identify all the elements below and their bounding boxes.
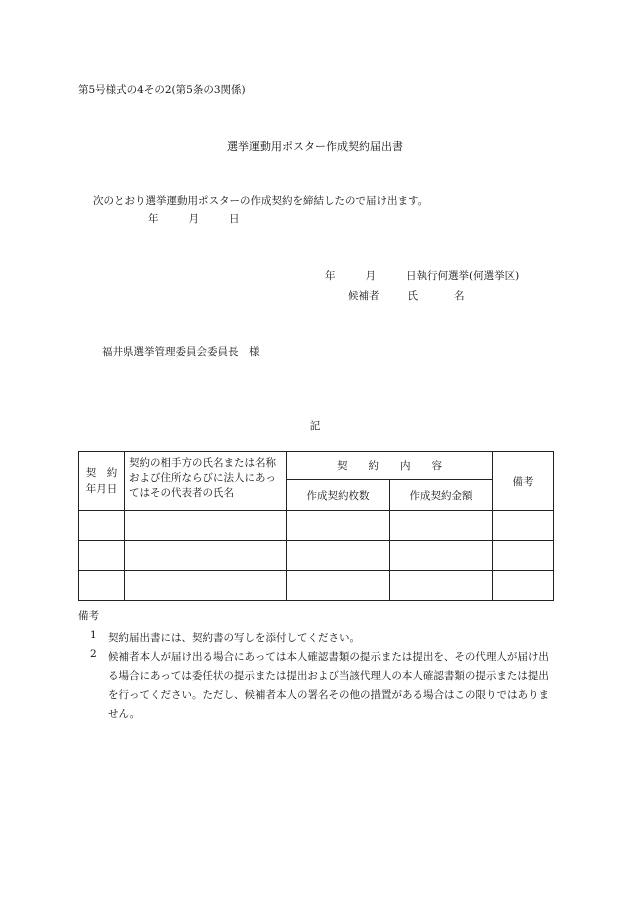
header-count: 作成契約枚数 xyxy=(287,480,390,511)
header-counterparty: 契約の相手方の氏名または名称および住所ならびに法人にあってはその代表者の氏名 xyxy=(125,452,287,511)
table-header-row xyxy=(79,452,554,480)
note-text-1: 契約届出書には、契約書の写しを添付してください。 xyxy=(108,632,360,644)
date-day-label: 日 xyxy=(229,213,240,225)
candidate-name-label-2: 名 xyxy=(454,290,465,302)
notes-title: 備考 xyxy=(78,610,99,622)
table-row xyxy=(79,541,554,571)
table-row xyxy=(79,571,554,601)
cell-date[interactable] xyxy=(79,541,125,571)
candidate-name-label-1: 氏 xyxy=(407,290,418,302)
intro-text: 次のとおり選挙運動用ポスターの作成契約を締結したので届け出ます。 xyxy=(93,195,429,207)
cell-amount[interactable] xyxy=(390,571,493,601)
table-row xyxy=(79,511,554,541)
addressee: 福井県選挙管理委員会委員長 様 xyxy=(102,346,260,358)
kigo-heading: 記 xyxy=(309,420,321,432)
header-date-line1: 契 約 xyxy=(85,467,118,479)
contract-table xyxy=(78,451,554,601)
note-number-1: 1 xyxy=(90,629,97,641)
form-number: 第5号様式の4その2(第5条の3関係) xyxy=(78,84,246,96)
header-amount: 作成契約金額 xyxy=(390,480,493,511)
cell-count[interactable] xyxy=(287,571,390,601)
election-line xyxy=(325,268,519,283)
header-note: 備考 xyxy=(493,452,554,511)
cell-amount[interactable] xyxy=(390,541,493,571)
note-number-2: 2 xyxy=(90,648,97,660)
cell-date[interactable] xyxy=(79,511,125,541)
cell-note[interactable] xyxy=(493,571,554,601)
election-year-label: 年 xyxy=(325,270,336,282)
header-contract-content: 契 約 内 容 xyxy=(287,452,493,480)
date-month-label: 月 xyxy=(188,213,199,225)
page-title: 選挙運動用ポスター作成契約届出書 xyxy=(227,140,403,153)
election-name-label: 日執行何選挙(何選挙区) xyxy=(406,270,520,282)
candidate-label: 候補者 xyxy=(348,290,380,302)
cell-note[interactable] xyxy=(493,541,554,571)
cell-count[interactable] xyxy=(287,541,390,571)
date-year-label: 年 xyxy=(148,213,159,225)
header-contract-date xyxy=(79,452,125,511)
cell-count[interactable] xyxy=(287,511,390,541)
cell-note[interactable] xyxy=(493,511,554,541)
cell-date[interactable] xyxy=(79,571,125,601)
election-month-label: 月 xyxy=(365,270,376,282)
candidate-line xyxy=(348,288,465,303)
submission-date xyxy=(148,211,240,226)
cell-party[interactable] xyxy=(125,541,287,571)
cell-party[interactable] xyxy=(125,511,287,541)
cell-amount[interactable] xyxy=(390,511,493,541)
note-text-2: 候補者本人が届け出る場合にあっては本人確認書類の提示または提出を、その代理人が届け出る場合にあっては委任状の提示または提出および当該代理人の本人確認書類の提示または提出を行ってください。ただし、候補者本人の署名その他の措置がある場合はこの限りではありません。 xyxy=(108,651,549,720)
header-date-line2: 年月日 xyxy=(85,483,118,495)
cell-party[interactable] xyxy=(125,571,287,601)
